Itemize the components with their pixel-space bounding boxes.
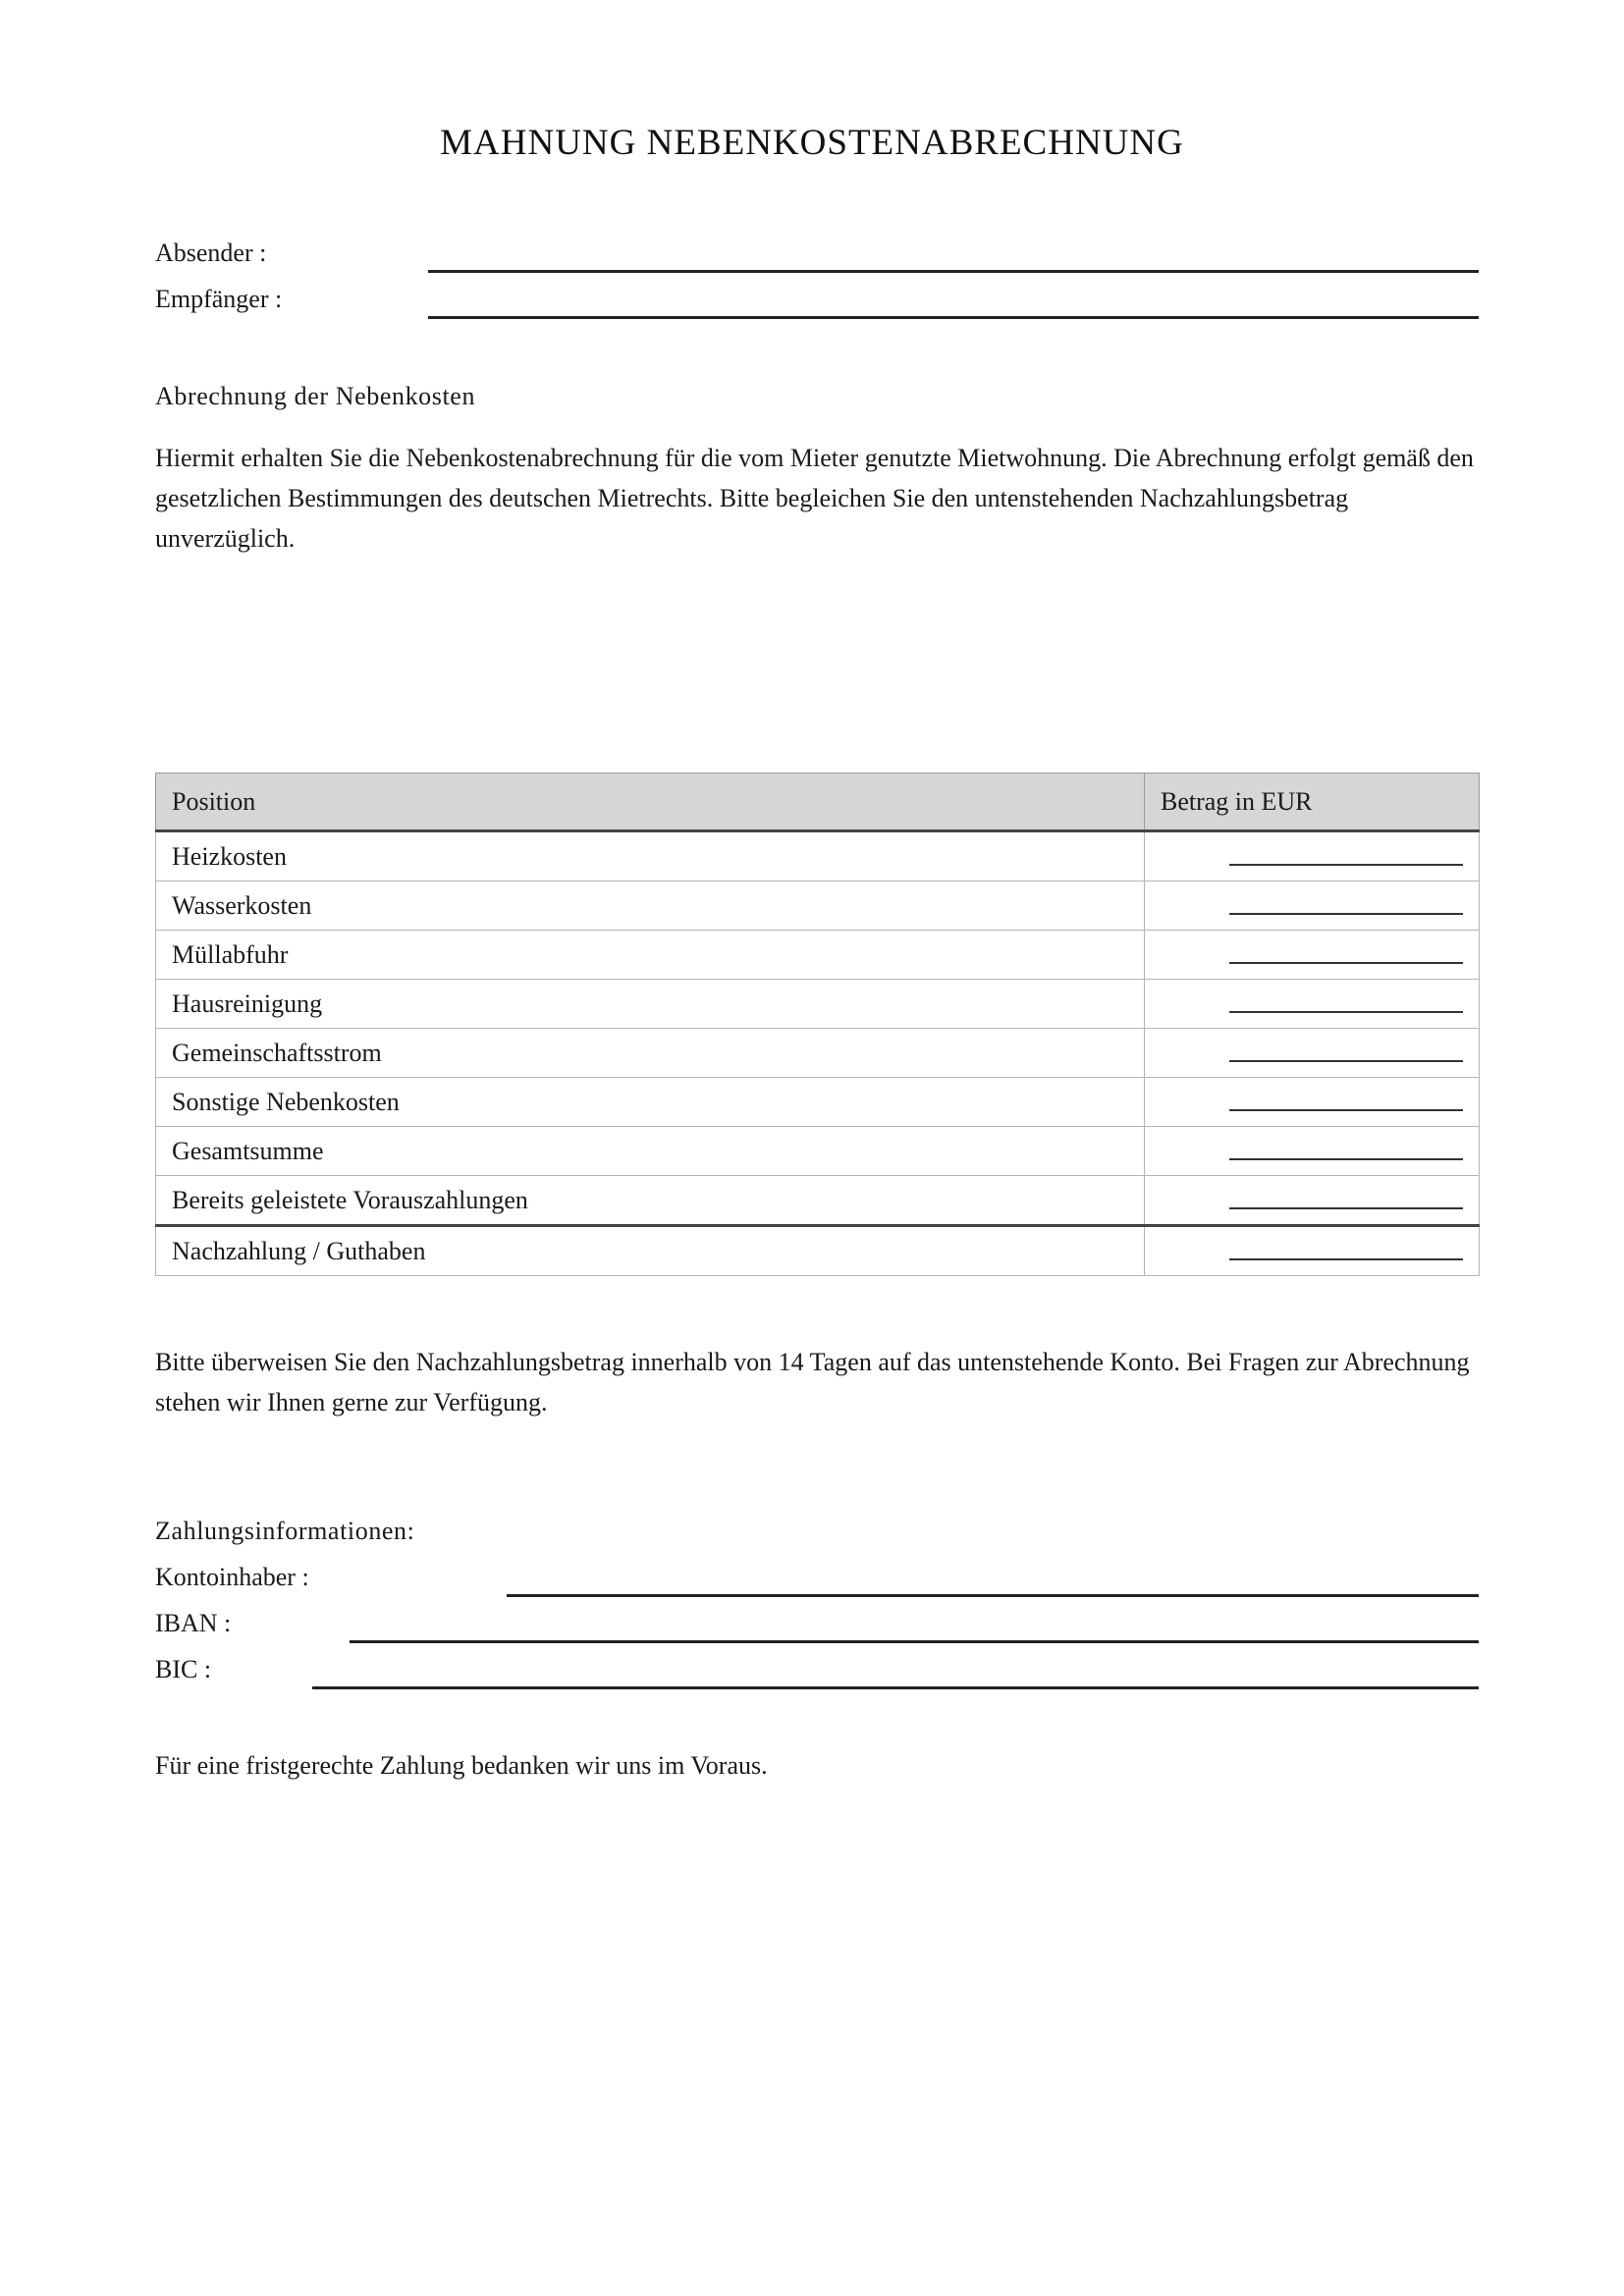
amount-cell[interactable]	[1145, 1176, 1480, 1226]
table-row	[156, 1078, 1480, 1127]
amount-cell[interactable]	[1145, 980, 1480, 1029]
amount-blank[interactable]	[1229, 889, 1463, 915]
amount-cell[interactable]	[1145, 931, 1480, 980]
table-row	[156, 831, 1480, 881]
recipient-line[interactable]	[428, 316, 1479, 319]
bic-label: BIC :	[155, 1655, 212, 1683]
document-title: MAHNUNG NEBENKOSTENABRECHNUNG	[440, 123, 1184, 163]
amount-cell[interactable]	[1145, 1029, 1480, 1078]
amount-cell[interactable]	[1145, 1127, 1480, 1176]
closing-text: Für eine fristgerechte Zahlung bedanken wir uns im Voraus.	[155, 1751, 768, 1780]
bic-field[interactable]	[155, 1655, 1479, 1694]
position-cell: Hausreinigung	[156, 980, 1145, 1029]
amount-blank[interactable]	[1229, 988, 1463, 1013]
position-cell: Heizkosten	[156, 831, 1145, 881]
sender-line[interactable]	[428, 270, 1479, 273]
position-cell: Gemeinschaftsstrom	[156, 1029, 1145, 1078]
amount-blank[interactable]	[1229, 1086, 1463, 1111]
position-cell: Bereits geleistete Vorauszahlungen	[156, 1176, 1145, 1226]
amount-cell[interactable]	[1145, 881, 1480, 931]
position-cell: Müllabfuhr	[156, 931, 1145, 980]
recipient-label: Empfänger :	[155, 285, 283, 313]
iban-line[interactable]	[350, 1640, 1479, 1643]
table-row	[156, 1226, 1480, 1276]
amount-blank[interactable]	[1229, 840, 1463, 866]
iban-label: IBAN :	[155, 1609, 232, 1637]
intro-paragraph: Hiermit erhalten Sie die Nebenkostenabrechnung für die vom Mieter genutzte Mietwohnung. Die Abrechnung erfolgt gemäß den gesetzlichen Bestimmungen des deutschen Mietrechts. Bitte begleichen Sie den untenstehenden Nachzahlungsbetrag unverzüglich.	[155, 444, 1474, 553]
table-row	[156, 931, 1480, 980]
amount-cell[interactable]	[1145, 1226, 1480, 1276]
position-cell: Gesamtsumme	[156, 1127, 1145, 1176]
payment-info-heading: Zahlungsinformationen:	[155, 1517, 415, 1545]
account-holder-label: Kontoinhaber :	[155, 1563, 309, 1591]
account-holder-line[interactable]	[507, 1594, 1479, 1597]
table-row	[156, 1176, 1480, 1226]
payment-request-paragraph: Bitte überweisen Sie den Nachzahlungsbetrag innerhalb von 14 Tagen auf das untenstehende Konto. Bei Fragen zur Abrechnung stehen wir Ihnen gerne zur Verfügung.	[155, 1348, 1470, 1416]
amount-blank[interactable]	[1229, 1184, 1463, 1209]
position-cell: Sonstige Nebenkosten	[156, 1078, 1145, 1127]
amount-cell[interactable]	[1145, 831, 1480, 881]
amount-blank[interactable]	[1229, 938, 1463, 964]
sender-field[interactable]	[155, 239, 1479, 278]
amount-blank[interactable]	[1229, 1135, 1463, 1160]
recipient-field[interactable]	[155, 285, 1479, 324]
amount-column-header: Betrag in EUR	[1145, 774, 1480, 831]
costs-table	[155, 773, 1480, 1276]
table-header-row	[156, 774, 1480, 831]
table-row	[156, 980, 1480, 1029]
position-cell: Nachzahlung / Guthaben	[156, 1226, 1145, 1276]
sender-label: Absender :	[155, 239, 267, 267]
position-column-header: Position	[156, 774, 1145, 831]
table-row	[156, 1127, 1480, 1176]
amount-blank[interactable]	[1229, 1037, 1463, 1062]
table-row	[156, 881, 1480, 931]
bic-line[interactable]	[312, 1686, 1479, 1689]
section-heading: Abrechnung der Nebenkosten	[155, 382, 476, 410]
amount-cell[interactable]	[1145, 1078, 1480, 1127]
account-holder-field[interactable]	[155, 1563, 1479, 1602]
position-cell: Wasserkosten	[156, 881, 1145, 931]
iban-field[interactable]	[155, 1609, 1479, 1648]
amount-blank[interactable]	[1229, 1235, 1463, 1260]
table-row	[156, 1029, 1480, 1078]
